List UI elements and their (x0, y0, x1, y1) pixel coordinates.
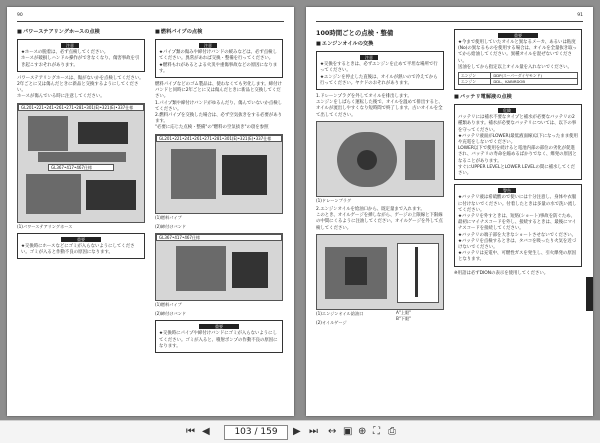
note-text: ★交換時にパイプや締付けバンドにゴミが入らないようにしてください。ゴミが入ると、噴射ポンプの作動不良の原因になります。 (159, 331, 278, 349)
danger-tag: 危険 (498, 108, 516, 113)
section-heading: ■ エンジンオイルの交換 (316, 41, 444, 48)
danger-text: すぐにUPPER LEVELとLOWER LEVELの間に補水してください。 (458, 164, 576, 177)
note-box (454, 29, 582, 90)
table-cell: エンジン (459, 73, 491, 79)
warning-tag: 注意 (360, 55, 378, 60)
figure-caption: (1)ドレーンプラグ (316, 197, 352, 203)
body-text: "必要に応じた点検・整備"の"燃料の空気抜き"の項を参照 (155, 125, 269, 131)
last-page-icon[interactable]: ⏭ (309, 426, 318, 437)
warning-box (17, 39, 145, 72)
body-text: パワーステアリングホースは、傷がないかを点検してください。2年ごとに又は傷んだときに新品と交換するようにしてください。 (17, 75, 144, 94)
left-page (7, 7, 294, 416)
figure-caption: (2)締付けバンド (155, 311, 187, 317)
warning-text: ★バッテリは充電中、可燃性ガスを発生し、引火爆発の原因となります。 (458, 251, 577, 263)
header-rule (316, 21, 583, 22)
right-page (306, 7, 593, 416)
figure-caption: (2)締付けバンド (155, 223, 187, 229)
warning-tag: 注意 (61, 43, 79, 48)
step-text: 2.エンジンオイルを給油口から、既定量まで入れます。 (316, 207, 425, 213)
body-text: 燃料パイプなどのゴム製品は、使わなくても劣化します。締付けバンドと同時に2年ごとに又は傷んだときに新品と交換してください。 (155, 82, 282, 100)
note-text: 送油をしてから指定以上オイル量を入れないでください。 (458, 64, 572, 70)
warning-box (316, 51, 444, 90)
warning-text: ★バッテリの端子部を大きなショートさせないでください。 (458, 232, 577, 238)
warning-text: ★バッテリを点検するときは、タバコを吸ったり火気を近づけないでください。 (458, 238, 577, 251)
note-text: ★交換時にホースなどにゴミが入らないようにしてください。ゴミが入ると作動不良の原因になります。 (21, 243, 135, 256)
section-heading: ■ 燃料パイプの点検 (155, 29, 283, 36)
warning-text: ★交換をするときは、必ずエンジンを止めて平坦な場所で行ってください。 (320, 62, 438, 74)
figure-model-bar: GL367•417•467仕様 (156, 234, 282, 241)
warning-text: ホースが破損しハンドル操作ができなくなり、傷害事故を引き起こすおそれがあります。 (21, 56, 140, 68)
figure-drain-plug (316, 121, 444, 197)
note-tag: 重要 (61, 237, 101, 242)
page-number: 90 (17, 13, 23, 18)
section-heading: ■ パワーステアリングホースの点検 (17, 29, 145, 36)
table-cell: DDP(スーパーダイヤモンド) (491, 73, 578, 79)
right-col-2 (454, 27, 582, 277)
fit-page-icon[interactable]: ▣ (343, 426, 353, 437)
warning-box (454, 184, 582, 266)
warning-box (155, 39, 283, 78)
left-col-2 (155, 27, 283, 357)
warning-text: ★エンジンを停止した直後は、オイルが熱いので冷えてから行ってください。ヤケドのおそれがあります。 (320, 74, 438, 86)
danger-box (454, 104, 582, 180)
left-col-1 (17, 27, 145, 263)
figure-model-bar: GL367•417•467仕様 (48, 164, 114, 171)
table-cell: エンジン (459, 79, 491, 85)
table-cell: DDL、KABIRDOB (491, 79, 578, 85)
warning-text: ★バッテリを外すときは、短絡(ショート)事故を防ぐため、最初にマイナスコードを外し、接続するときは、最後にマイナスコードを接続してください。 (458, 214, 577, 232)
fit-width-icon[interactable]: ↔ (328, 426, 337, 437)
page-number: 91 (577, 13, 583, 18)
warning-text: ★燃料もれがあるとよる火災や重傷事故などの原因になります。 (159, 62, 278, 74)
danger-text: ★バッテリ液面がLOWER(最低液面線)以下になったまま使用や充電をしないでください。 (458, 133, 578, 146)
warning-tag: 注意 (199, 43, 217, 48)
figure-model-bar: GL201•221•241•261•271•281•301(E)•321(E)•337仕様 (18, 104, 144, 111)
oil-spec-table (458, 72, 578, 85)
figure-caption: (1)燃料パイプ (155, 302, 182, 308)
figure-hose (17, 103, 145, 223)
figure-label: A"上限" (396, 310, 412, 316)
figure-label: B"下限" (396, 316, 412, 322)
figure-fuel-pipe-1 (155, 134, 283, 214)
figure-caption: (2)オイルゲージ (316, 320, 347, 326)
figure-caption: (1)エンジンオイル給油口 (316, 310, 364, 316)
figure-fuel-pipe-2 (155, 233, 283, 301)
figure-caption: (1)燃料パイプ (155, 214, 182, 220)
body-text: 2.燃料パイプを交換した場合は、必ず空気抜きをする必要があります。 (155, 113, 282, 125)
figure-oil-filler (316, 234, 444, 310)
body-text: ホースが傷んでいる時に注意してください。 (17, 94, 105, 100)
note-box (155, 320, 283, 353)
figure-caption: (1)パワーステアリングホース (17, 223, 73, 229)
first-page-icon[interactable]: ⏮ (186, 426, 195, 437)
note-tag: 重要 (199, 324, 239, 329)
previous-page-icon[interactable]: ◀ (202, 426, 210, 437)
section-title: 100時間ごとの点検・整備 (316, 29, 394, 37)
fullscreen-icon[interactable]: ⛶ (373, 426, 380, 437)
next-page-icon[interactable]: ▶ (293, 426, 301, 437)
note-tag: 重要 (498, 33, 538, 38)
zoom-icon[interactable]: ⊕ (358, 426, 367, 437)
figure-model-bar: GL201•221•241•261•271•281•301(E)•321(E)•337仕様 (156, 135, 282, 142)
section-index-tab (586, 277, 593, 311)
step-text: エンジンをしばらく運転した後で、オイルを温めて排出すると、オイルが流出しやすくなり短時間で終了します。古いオイルを全て出してください。 (316, 100, 443, 118)
step-text: 1.ドレーンプラグを外してオイルを排出します。 (316, 94, 412, 100)
header-rule (17, 21, 284, 22)
danger-text: バッテリには補水不要なタイプと補水が必要なバッテリの2種類あります。補水が必要なバッテリについては、以下の事を守ってください。 (458, 115, 577, 133)
warning-text: ★パイプ類の傷みや締付けバンドの緩みなどは、必ず点検してください。異常があれば交換・整備を行ってください。 (159, 50, 277, 62)
body-text: 1.パイプ類や締付けバンドがゆるんだり、傷んでいないか点検してください。 (155, 100, 282, 112)
note-box (17, 233, 145, 259)
print-icon[interactable]: ⎙ (388, 426, 396, 437)
page-number-input[interactable]: 103 / 159 (224, 425, 288, 440)
section-heading: ■ バッテリ電解液の点検 (454, 94, 582, 101)
danger-text: LOWER以下で使用を続けると電池内部の部位の劣化が促進され、バッテリの寿命を縮めるばかりでなく、爆発の原因となることがあります。 (458, 146, 577, 164)
warning-tag: 警告 (498, 188, 516, 193)
warning-text: ★ホースの脱着は、必ず点検してください。 (21, 50, 109, 56)
viewer-toolbar (0, 420, 600, 443)
right-col-1 (316, 27, 444, 329)
warning-text: ★バッテリ液は希硫酸ので使いには十分注意し、身体や衣服に付けないでください。付着したときは多量の水で洗い流してください。 (458, 195, 577, 213)
step-text: このとき、オイルゲージを挿しながら、ゲージの上限線と下限線の中間にくるように注油してください。オイルゲージを外して点検してください。 (316, 213, 443, 231)
note-text: ★今まで使用していたオイルと異なるメーカ、あるいは粘度(No)の異なるものを使用する場合は、オイルを全量抜き取ってから給油してください。異種オイルを混ぜないでください。 (458, 40, 577, 64)
footer-note: ※用語は必ずDIONの表示を使用してください。 (454, 270, 549, 276)
